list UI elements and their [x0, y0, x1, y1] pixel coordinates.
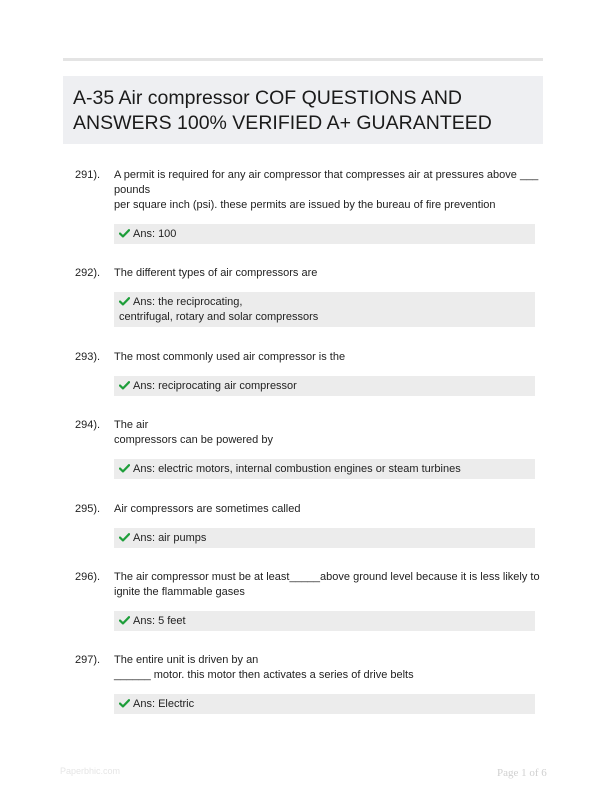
- answer-text: Ans: the reciprocating,: [133, 295, 243, 308]
- question-line: The air compressor must be at least_____above ground level because it is less likely to: [114, 571, 540, 583]
- check-icon: [119, 464, 130, 473]
- answer-line: [119, 531, 530, 546]
- question-text: [114, 350, 534, 365]
- check-icon: [119, 533, 130, 542]
- answer-box: [114, 694, 535, 714]
- answer-box: [114, 224, 535, 244]
- question-line: The most commonly used air compressor is the: [114, 351, 346, 363]
- question-number: 293).: [75, 351, 101, 363]
- answer-box: [114, 459, 535, 479]
- question-line: Air compressors are sometimes called: [114, 503, 301, 515]
- answer-box: [114, 376, 535, 396]
- question-line: The different types of air compressors are: [114, 267, 318, 279]
- answer-text: Ans: Electric: [133, 697, 195, 710]
- question-line: ignite the flammable gases: [114, 586, 245, 598]
- title-line: A-35 Air compressor COF QUESTIONS AND: [73, 87, 463, 109]
- question-number: 294).: [75, 419, 101, 431]
- answer-line: [119, 614, 530, 629]
- answer-line: [119, 379, 530, 394]
- answer-line: [119, 462, 530, 477]
- answer-line: [119, 227, 530, 242]
- answer-box: [114, 528, 535, 548]
- check-icon: [119, 699, 130, 708]
- question-number: 291).: [75, 169, 101, 181]
- question-text: [114, 266, 534, 281]
- question-line: ______ motor. this motor then activates a series of drive belts: [114, 669, 414, 681]
- question-line: compressors can be powered by: [114, 434, 273, 446]
- footer-site: Paperbhic.com: [60, 766, 121, 776]
- document-title: [63, 76, 543, 144]
- question-number: 292).: [75, 267, 101, 279]
- question-line: The entire unit is driven by an: [114, 654, 259, 666]
- answer-text: Ans: air pumps: [133, 531, 207, 544]
- answer-box: [114, 292, 535, 327]
- question-line: per square inch (psi). these permits are issued by the bureau of fire prevention: [114, 199, 496, 211]
- check-icon: [119, 229, 130, 238]
- question-text: [114, 570, 540, 600]
- answer-line: [119, 697, 530, 712]
- answer-text: Ans: electric motors, internal combustion engines or steam turbines: [133, 462, 461, 475]
- answer-line: centrifugal, rotary and solar compressors: [119, 310, 319, 323]
- answer-text: Ans: 5 feet: [133, 614, 186, 627]
- check-icon: [119, 297, 130, 306]
- answer-box: [114, 611, 535, 631]
- question-number: 295).: [75, 503, 101, 515]
- question-line: The air: [114, 419, 149, 431]
- answer-text: Ans: reciprocating air compressor: [133, 379, 297, 392]
- question-line: A permit is required for any air compressor that compresses air at pressures above ___: [114, 169, 539, 181]
- page-indicator: Page 1 of 6: [497, 767, 547, 779]
- check-icon: [119, 616, 130, 625]
- question-text: [114, 168, 539, 213]
- question-text: [114, 502, 534, 517]
- question-text: [114, 418, 534, 448]
- question-number: 297).: [75, 654, 101, 666]
- question-line: pounds: [114, 184, 151, 196]
- question-text: [114, 653, 534, 683]
- title-line: ANSWERS 100% VERIFIED A+ GUARANTEED: [73, 112, 492, 134]
- answer-text: Ans: 100: [133, 227, 177, 240]
- question-number: 296).: [75, 571, 101, 583]
- check-icon: [119, 381, 130, 390]
- answer-line: [119, 295, 530, 310]
- header-divider: [63, 58, 543, 61]
